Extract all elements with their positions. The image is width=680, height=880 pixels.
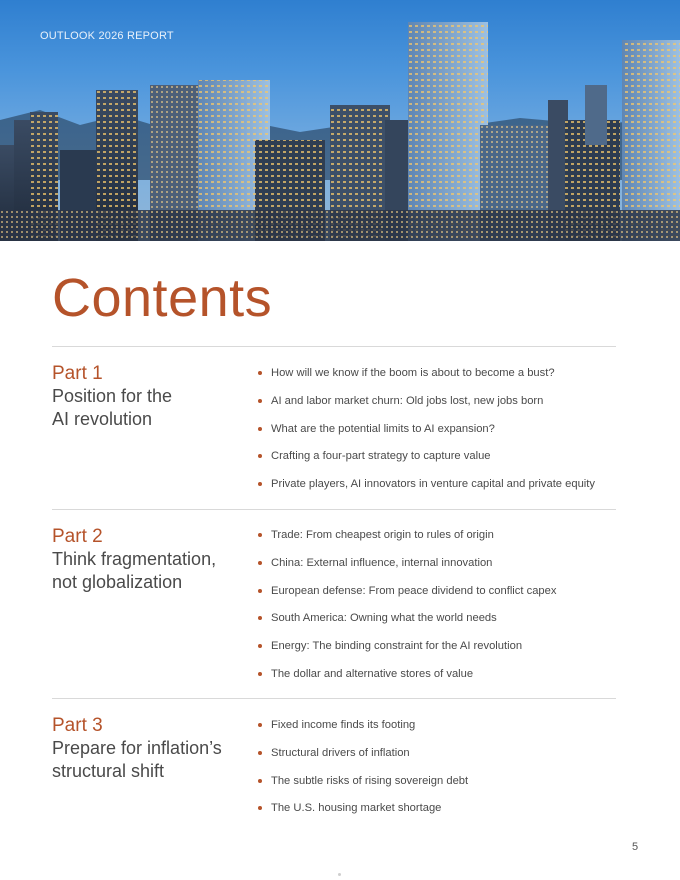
report-label: OUTLOOK 2026 REPORT [40,30,174,42]
topic-item[interactable]: Structural drivers of inflation [258,746,628,774]
section-divider [52,698,616,699]
topic-item[interactable]: How will we know if the boom is about to become a bust? [258,366,628,394]
page-title: Contents [52,268,273,328]
footer-dot [338,873,341,876]
topic-item[interactable]: AI and labor market churn: Old jobs lost, new jobs born [258,394,628,422]
part-1-topics-list [258,366,628,505]
part-3-title-line1: Prepare for inflation’s [52,738,222,758]
part-3-number: Part 3 [52,715,103,736]
topic-item[interactable]: China: External influence, internal innovation [258,556,628,584]
part-2-title-line2: not globalization [52,571,183,592]
part-2-number: Part 2 [52,526,103,547]
part-3-topics-list [258,718,628,829]
topic-item[interactable]: What are the potential limits to AI expansion? [258,422,628,450]
part-1-title-line1: Position for the [52,386,173,406]
topic-item[interactable]: Crafting a four-part strategy to capture value [258,449,628,477]
hero-cityscape-image [0,0,680,241]
section-divider [52,346,616,347]
part-3-heading [52,714,252,782]
part-1-heading [52,362,252,430]
part-2-title-line1: Think fragmentation, [52,549,217,569]
part-2-heading [52,525,252,593]
part-1-number: Part 1 [52,363,103,384]
topic-item[interactable]: The U.S. housing market shortage [258,801,628,829]
topic-item[interactable]: South America: Owning what the world needs [258,611,628,639]
section-divider [52,509,616,510]
topic-item[interactable]: The dollar and alternative stores of value [258,667,628,695]
topic-item[interactable]: Fixed income finds its footing [258,718,628,746]
part-1-title-line2: AI revolution [52,408,153,429]
page-number: 5 [632,841,639,853]
topic-item[interactable]: Trade: From cheapest origin to rules of origin [258,528,628,556]
part-3-title-line2: structural shift [52,760,165,781]
topic-item[interactable]: The subtle risks of rising sovereign debt [258,774,628,802]
part-2-topics-list [258,528,628,695]
topic-item[interactable]: European defense: From peace dividend to conflict capex [258,584,628,612]
topic-item[interactable]: Private players, AI innovators in venture capital and private equity [258,477,628,505]
topic-item[interactable]: Energy: The binding constraint for the AI revolution [258,639,628,667]
